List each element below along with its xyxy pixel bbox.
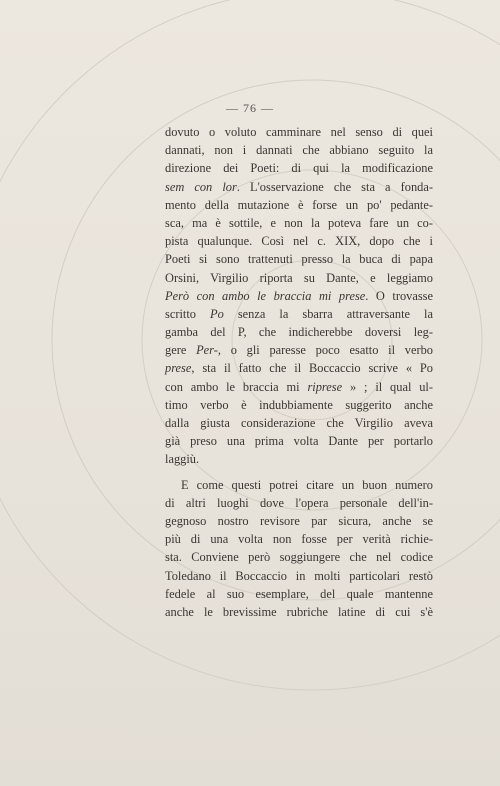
text-line: Toledano il Boccaccio in molti particolari restò [165,568,433,583]
italic-word: Po [210,306,224,321]
text-line: sem con lor. L'osservazione che sta a fonda- [165,179,433,194]
text-line: mento della mutazione è forse un po' pedante- [165,197,433,212]
text-line: Poeti si sono trattenuti presso la buca di papa [165,252,433,267]
text-line: gamba del P, che indicherebbe doversi leg- [165,325,433,340]
text-line: gegnoso nostro revisore par sicura, anche se [165,513,433,528]
italic-word: riprese [307,379,343,394]
text-line: Orsini, Virgilio riporta su Dante, e leggiamo [165,270,433,285]
text-line: dalla giusta considerazione che Virgilio aveva [165,416,433,430]
text-line: sca, ma è sottile, e non la poteva fare un co- [165,215,433,230]
italic-word: Per- [196,343,218,358]
text-line: sta. Conviene però soggiungere che nel codice [165,550,433,565]
text-line: E come questi potrei citare un buon numero [181,477,433,492]
text-line: più di una volta non fosse per verità richie- [165,532,433,547]
text-line: di altri luoghi dove l'opera personale dell'in- [165,495,433,510]
body-text [165,123,433,621]
text-line: gere Per-, o gli paresse poco esatto il verbo [165,343,434,358]
text-line: dannati, non i dannati che abbiano seguito la [165,143,433,158]
italic-quote: Però con ambo le braccia mi prese [165,288,366,303]
text-line: timo verbo è indubbiamente suggerito anche [165,397,433,412]
text-line: con ambo le braccia mi riprese » ; il qual ul- [165,379,433,394]
text-line: Però con ambo le braccia mi prese. O trovasse [165,288,433,303]
text-line: direzione dei Poeti: di qui la modificazione [165,161,433,176]
text-line: dovuto o voluto camminare nel senso di quei [165,125,433,139]
italic-quote: sem con lor [165,179,237,194]
text-line: scritto Po senza la sbarra attraversante la [165,306,433,321]
text-line: fedele al suo esemplare, del quale mantenne [165,586,433,601]
italic-word: prese [165,361,192,376]
page-number: — 76 — [226,101,274,115]
text-line: pista qualunque. Così nel c. XIX, dopo che i [165,234,433,249]
text-line: laggiù. [165,452,200,467]
text-line: già preso una prima volta Dante per portarlo [165,434,433,449]
text-line: prese, sta il fatto che il Boccaccio scrive « Po [165,361,433,376]
text-line: anche le brevissime rubriche latine di cui s'è [165,604,433,619]
